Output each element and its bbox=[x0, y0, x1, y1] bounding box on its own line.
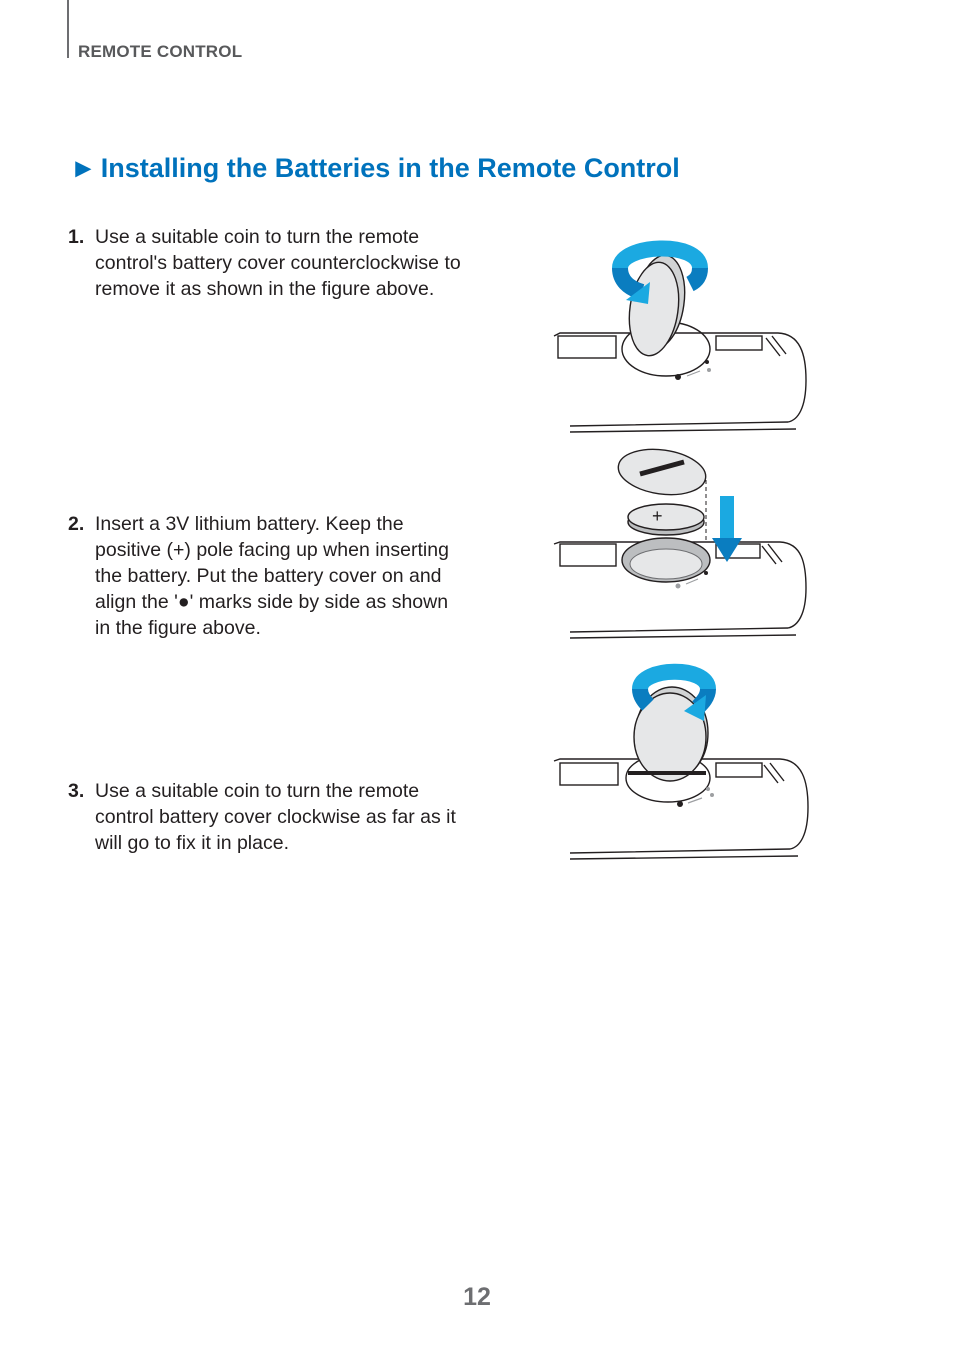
title-text: Installing the Batteries in the Remote Control bbox=[100, 153, 680, 183]
step-number: 3. bbox=[68, 780, 85, 802]
header-rule bbox=[67, 0, 69, 58]
step-text: Use a suitable coin to turn the remote control's battery cover counterclockwise to remove it as shown in the figure above. bbox=[95, 226, 461, 300]
step-3 bbox=[68, 778, 468, 856]
step-text: Insert a 3V lithium battery. Keep the positive (+) pole facing up when inserting the battery. Put the battery cover on and align the '●' marks side by side as shown in the figure above. bbox=[95, 513, 449, 639]
title-arrow-icon: ► bbox=[70, 153, 97, 183]
figure-remove-cover bbox=[548, 230, 813, 435]
step-text: Use a suitable coin to turn the remote control battery cover clockwise as far as it will go to fix it in place. bbox=[95, 780, 456, 854]
down-arrow-icon bbox=[720, 496, 734, 540]
page-title bbox=[70, 153, 680, 184]
section-label: REMOTE CONTROL bbox=[78, 42, 243, 61]
step-1 bbox=[68, 224, 468, 302]
battery-plus-sign: + bbox=[652, 506, 663, 526]
step-number: 1. bbox=[68, 226, 85, 248]
step-number: 2. bbox=[68, 513, 85, 535]
page-number: 12 bbox=[463, 1283, 491, 1311]
figure-tighten-cover bbox=[548, 655, 813, 860]
step-2 bbox=[68, 511, 468, 641]
figure-insert-battery bbox=[548, 446, 813, 641]
